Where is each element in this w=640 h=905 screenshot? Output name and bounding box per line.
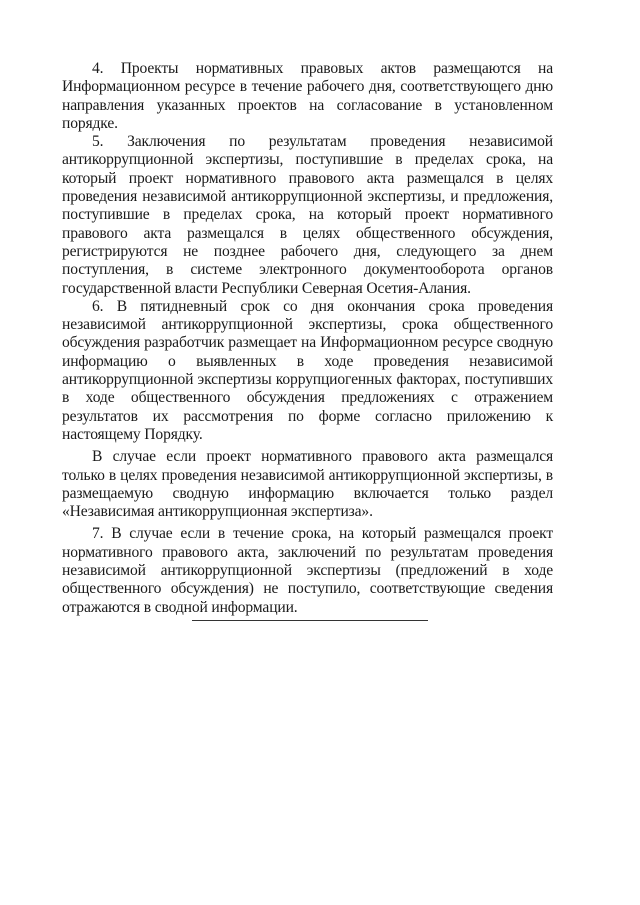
paragraph-5: 5. Заключения по результатам проведения независимой антикоррупционной экспертизы, поступившие в пределах срока, на который проект нормативного правового акта размещался в целях проведения независимой антикоррупционной экспертизы, и предложения, поступившие в пределах срока, на который проект нормативного правового акта размещался в целях общественного обсуждения, регистрируются не позднее рабочего дня, следующего за днем поступления, в системе электронного документооборота органов государственной власти Республики Северная Осетия-Алания. — [62, 133, 553, 297]
paragraph-7: 7. В случае если в течение срока, на который размещался проект нормативного правового акта, заключений по результатам проведения независимой антикоррупционной экспертизы (предложений в ходе общественного обсуждения) не поступило, соответствующие сведения отражаются в сводной информации. — [62, 525, 553, 616]
paragraph-6: 6. В пятидневный срок со дня окончания срока проведения независимой антикоррупционной экспертизы, срока общественного обсуждения разработчик размещает на Информационном ресурсе сводную информацию о выявленных в ходе проведения независимой антикоррупционной экспертизы коррупциогенных факторах, поступивших в ходе общественного обсуждения предложениях с отражением результатов их рассмотрения по форме согласно приложению к настоящему Порядку. — [62, 297, 553, 443]
paragraph-4: 4. Проекты нормативных правовых актов размещаются на Информационном ресурсе в течение рабочего дня, соответствующего дню направления указанных проектов на согласование в установленном порядке. — [62, 60, 553, 132]
paragraph-6-note: В случае если проект нормативного правового акта размещался только в целях проведения независимой антикоррупционной экспертизы, в размещаемую сводную информацию включается только раздел «Независимая антикоррупционная экспертиза». — [62, 448, 553, 521]
document-body — [62, 60, 553, 617]
closing-divider-line — [192, 620, 428, 621]
